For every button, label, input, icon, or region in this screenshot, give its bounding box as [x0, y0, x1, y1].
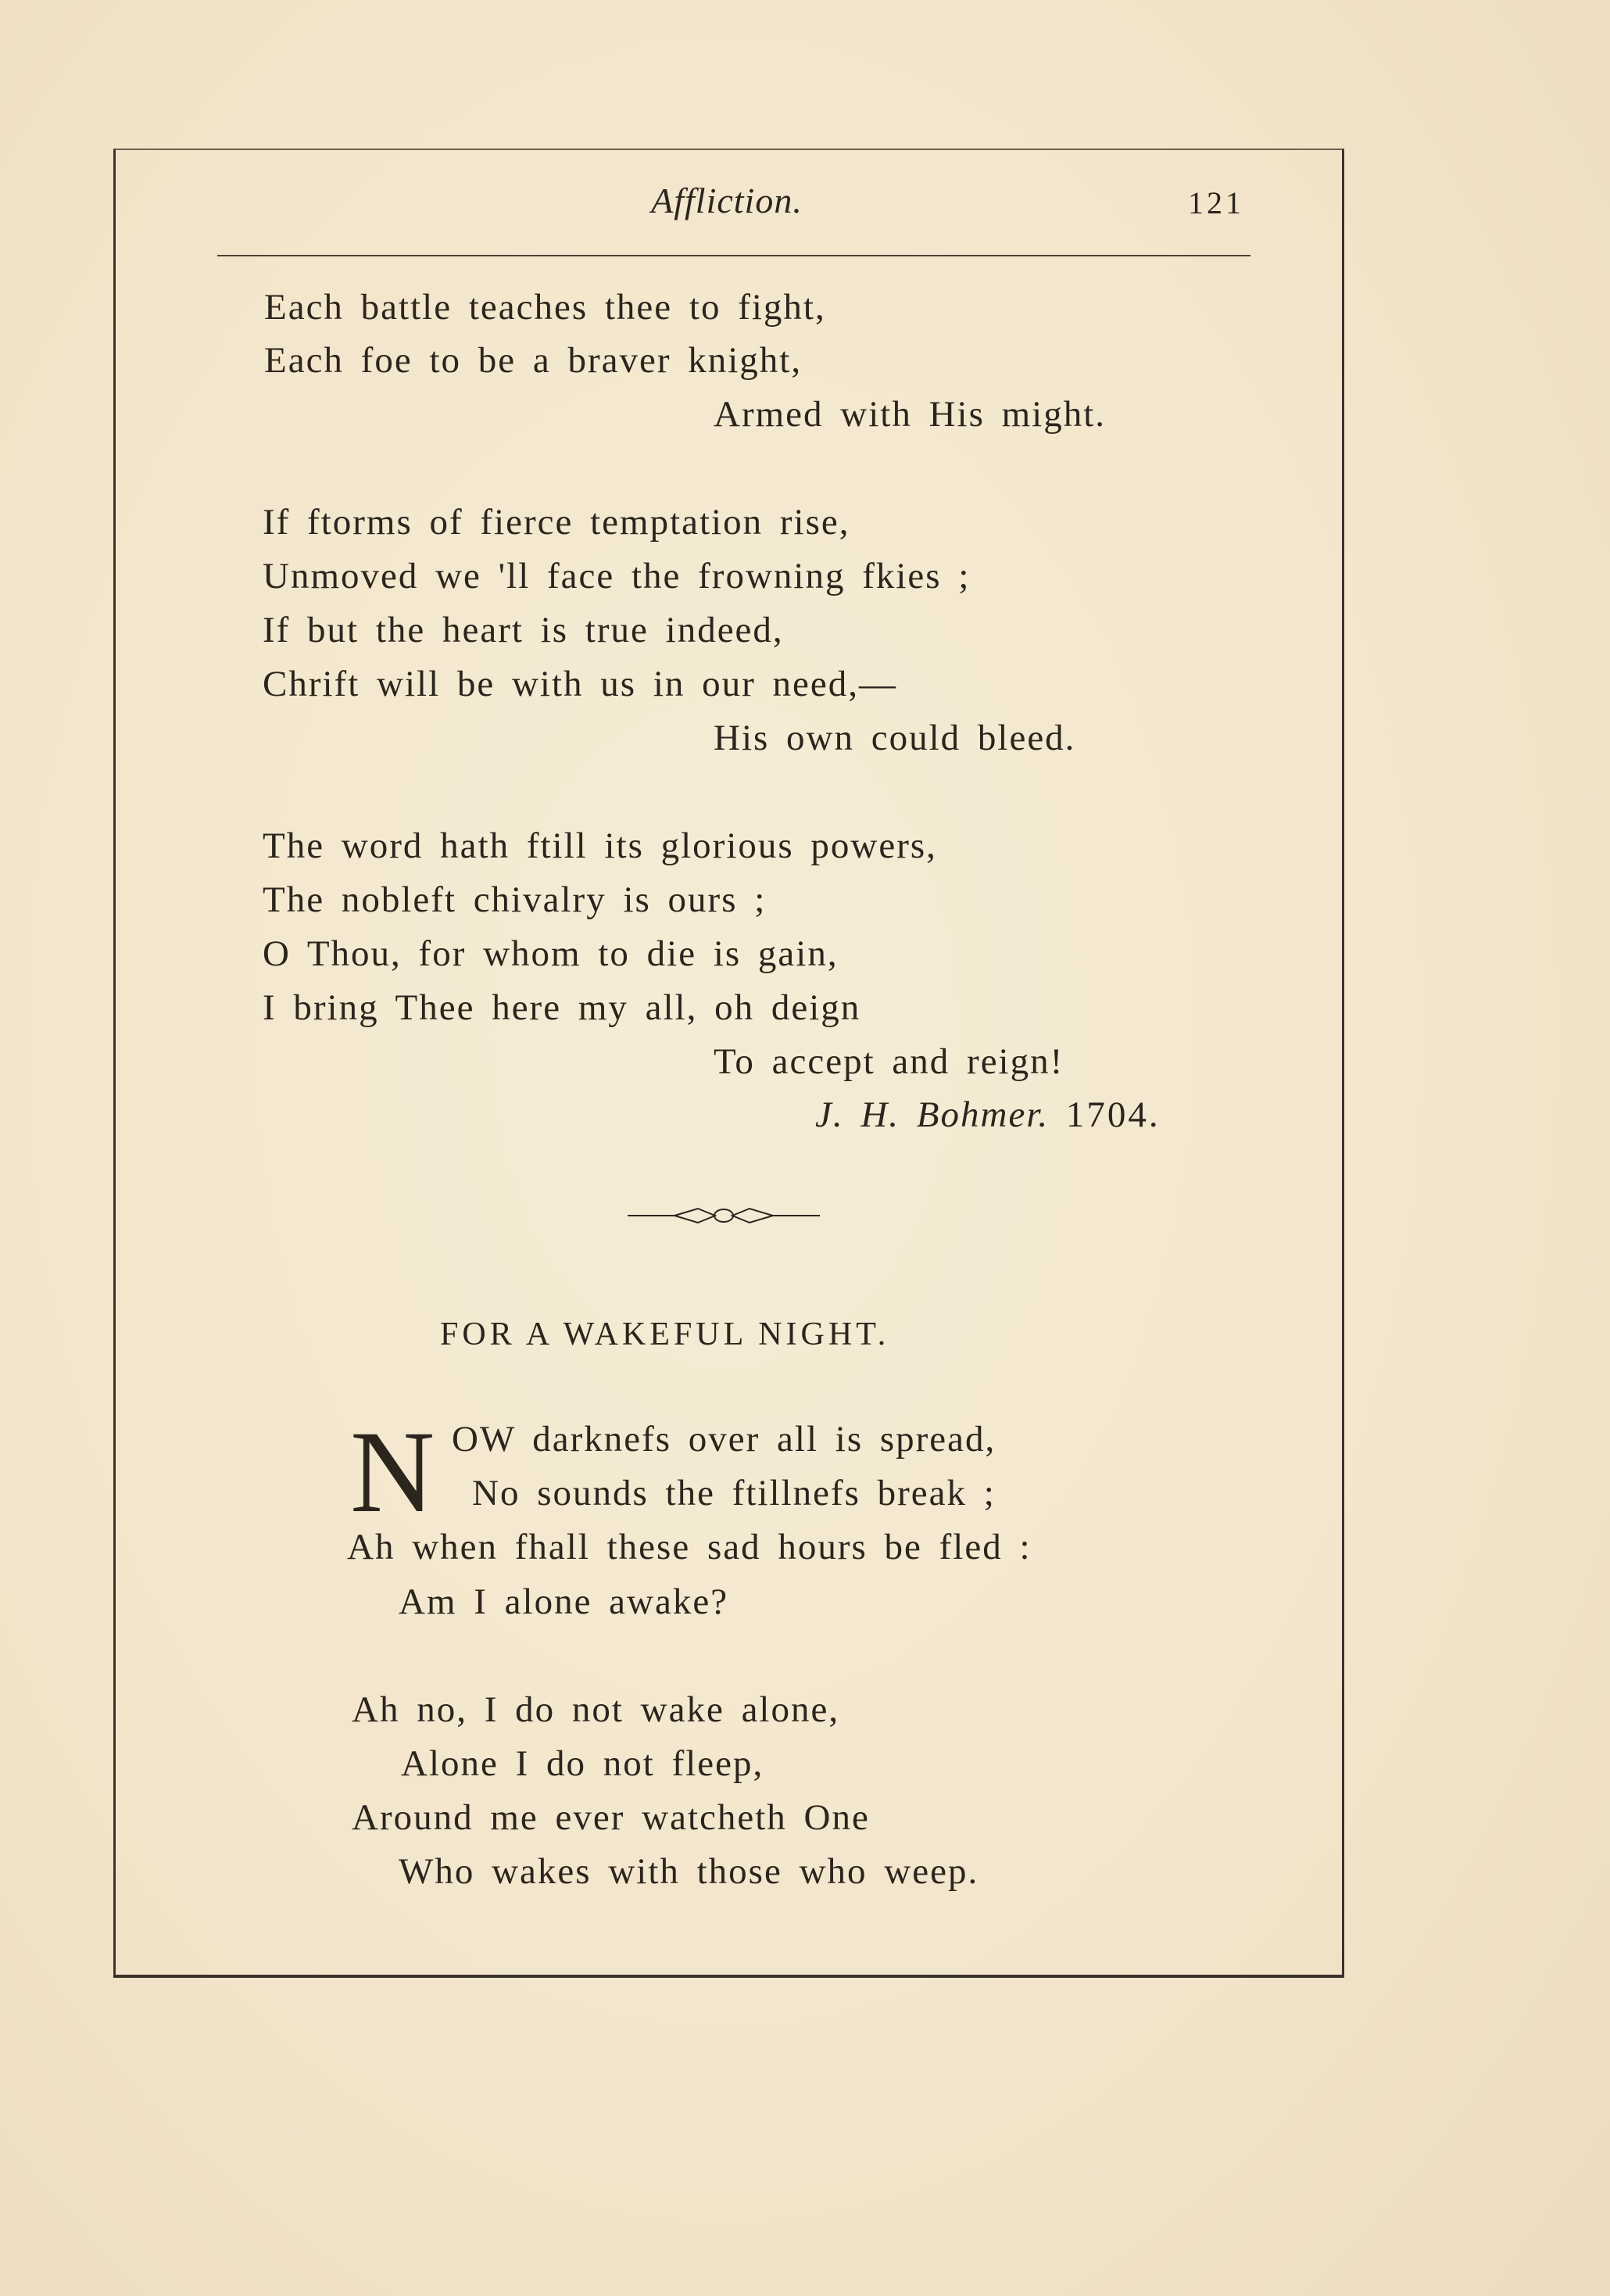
poem-line: OW darknefs over all is spread, [452, 1419, 996, 1460]
poem-line: If ftorms of fierce temptation rise, [263, 502, 850, 543]
page-number: 121 [1188, 185, 1244, 220]
poem-line: Who wakes with those who weep. [399, 1851, 979, 1892]
attribution-year: 1704. [1065, 1094, 1161, 1135]
poem-line: Around me ever watcheth One [352, 1797, 870, 1838]
poem-line: Chrift will be with us in our need,— [263, 664, 898, 704]
poem-line: Armed with His might. [714, 394, 1107, 435]
poem-line: If but the heart is true indeed, [263, 610, 784, 650]
poem-line: No sounds the ftillnefs break ; [472, 1473, 996, 1513]
poem-line: His own could bleed. [714, 718, 1076, 758]
poem-line: The word hath ftill its glorious powers, [263, 826, 937, 866]
poem-line: To accept and reign! [714, 1041, 1064, 1082]
poem-line: Ah no, I do not wake alone, [352, 1689, 840, 1730]
attribution [815, 1094, 1161, 1136]
poem-title: FOR A WAKEFUL NIGHT. [440, 1316, 890, 1352]
poem-line: Each battle teaches thee to fight, [264, 287, 826, 328]
drop-cap: N [350, 1407, 435, 1537]
poem-line: Ah when fhall these sad hours be fled : [347, 1527, 1032, 1567]
attribution-author: J. H. Bohmer. [815, 1094, 1050, 1135]
poem-line: I bring Thee here my all, oh deign [263, 987, 861, 1028]
poem-line: Am I alone awake? [399, 1581, 729, 1622]
ornament-divider [628, 1202, 820, 1229]
running-header-title: Affliction. [651, 181, 803, 220]
poem-line: Alone I do not fleep, [401, 1743, 764, 1784]
header-rule [217, 255, 1250, 256]
poem-line: Each foe to be a braver knight, [264, 340, 803, 381]
poem-line: The nobleft chivalry is ours ; [263, 879, 767, 920]
poem-line: Unmoved we 'll face the frowning fkies ; [263, 556, 971, 596]
poem-line: O Thou, for whom to die is gain, [263, 933, 839, 974]
